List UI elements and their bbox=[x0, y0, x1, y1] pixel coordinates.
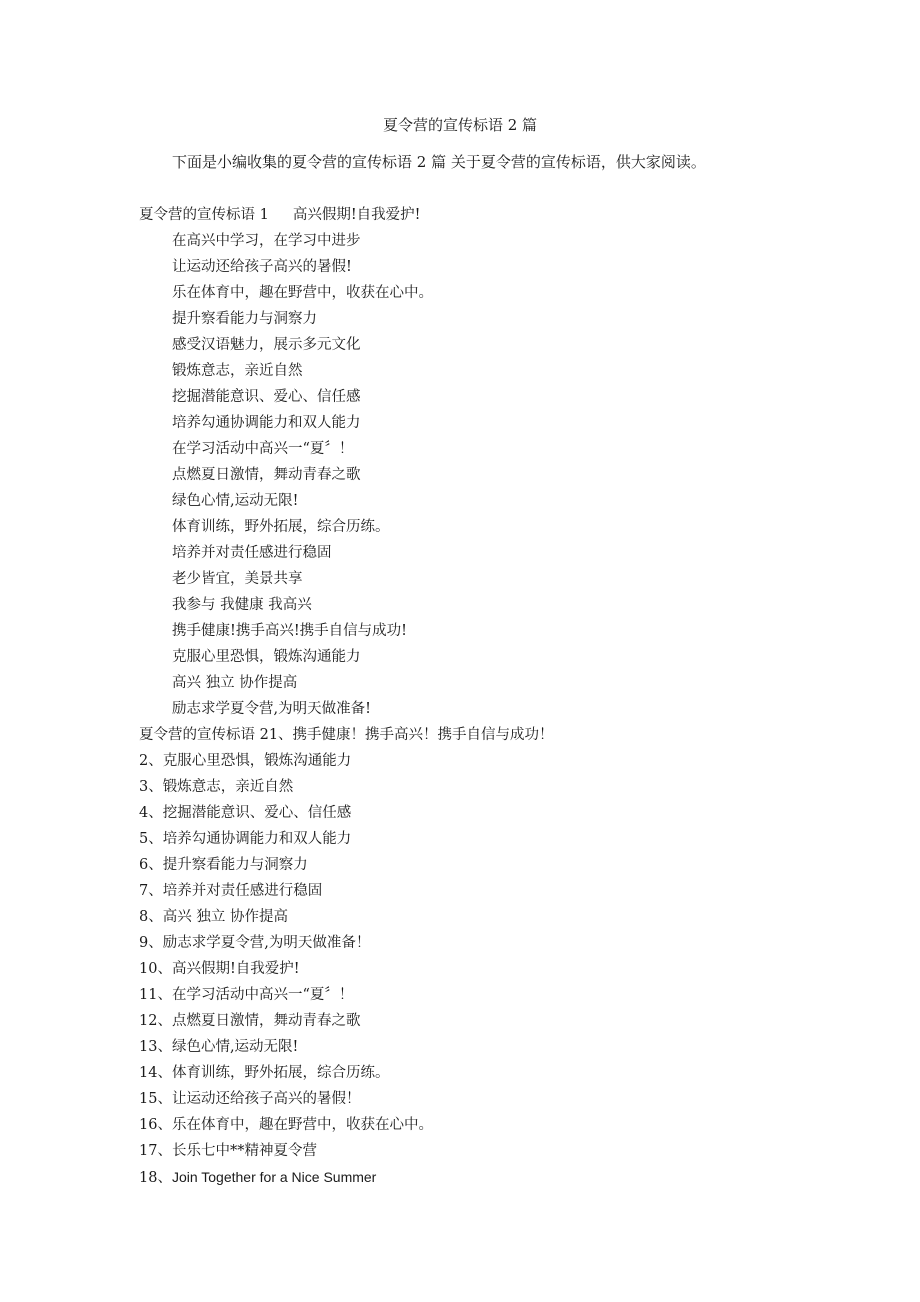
list-item: 挖掘潜能意识、爱心、信任感 bbox=[172, 389, 361, 405]
item-number: 2、 bbox=[139, 753, 163, 769]
list-item bbox=[139, 932, 433, 958]
item-text: 乐在体育中，趣在野营中，收获在心中。 bbox=[171, 1117, 433, 1133]
item-text: 长乐七中**精神夏令营 bbox=[171, 1143, 317, 1159]
list-item bbox=[139, 984, 433, 1010]
list-item: 携手健康!携手高兴!携手自信与成功! bbox=[172, 623, 407, 639]
intro-paragraph: 下面是小编收集的夏令营的宣传标语 2 篇 关于夏令营的宣传标语，供大家阅读。 bbox=[172, 153, 706, 171]
list-item: 体育训练，野外拓展，综合历练。 bbox=[172, 519, 390, 535]
item-number: 17、 bbox=[139, 1143, 172, 1159]
list-item bbox=[139, 906, 433, 932]
item-text: Join Together for a Nice Summer bbox=[171, 1169, 377, 1185]
list-item bbox=[139, 750, 433, 776]
item-number: 15、 bbox=[139, 1091, 172, 1107]
item-number: 14、 bbox=[139, 1065, 172, 1081]
item-number: 4、 bbox=[139, 805, 163, 821]
list-item: 老少皆宜，美景共享 bbox=[172, 571, 303, 587]
list-item bbox=[139, 1088, 433, 1114]
list-item bbox=[139, 802, 433, 828]
list-item: 绿色心情,运动无限! bbox=[172, 493, 299, 509]
item-text: 培养并对责任感进行稳固 bbox=[162, 883, 323, 899]
list-item: 在学习活动中高兴一“夏〞！ bbox=[172, 441, 354, 457]
item-text: 高兴 独立 协作提高 bbox=[162, 909, 288, 925]
item-number: 18、 bbox=[139, 1170, 172, 1186]
item-text: 励志求学夏令营,为明天做准备！ bbox=[162, 935, 371, 951]
list-item bbox=[139, 776, 433, 802]
list-item: 励志求学夏令营,为明天做准备! bbox=[172, 701, 371, 717]
list-item: 培养勾通协调能力和双人能力 bbox=[172, 415, 361, 431]
list-item bbox=[139, 854, 433, 880]
list-item bbox=[139, 958, 433, 984]
list-item: 提升察看能力与洞察力 bbox=[172, 311, 317, 327]
item-text: 培养勾通协调能力和双人能力 bbox=[162, 831, 352, 847]
item-number: 16、 bbox=[139, 1117, 172, 1133]
item-number: 9、 bbox=[139, 935, 163, 951]
item-number: 7、 bbox=[139, 883, 163, 899]
item-text: 锻炼意志，亲近自然 bbox=[162, 779, 294, 795]
list-item: 我参与 我健康 我高兴 bbox=[172, 597, 312, 613]
list-item bbox=[139, 1114, 433, 1140]
item-number: 6、 bbox=[139, 857, 163, 873]
list-item bbox=[139, 880, 433, 906]
list-item: 让运动还给孩子高兴的暑假! bbox=[172, 259, 352, 275]
list-item: 高兴 独立 协作提高 bbox=[172, 675, 298, 691]
list-item bbox=[139, 1010, 433, 1036]
section2-numbered-list bbox=[139, 750, 433, 1192]
item-text: 克服心里恐惧，锻炼沟通能力 bbox=[162, 753, 352, 769]
list-item bbox=[139, 828, 433, 854]
list-item bbox=[139, 1140, 433, 1166]
list-item bbox=[139, 1166, 433, 1192]
section2-heading: 夏令营的宣传标语 21、携手健康！携手高兴！携手自信与成功！ bbox=[139, 727, 554, 743]
document-title: 夏令营的宣传标语 2 篇 bbox=[382, 116, 538, 134]
list-item: 感受汉语魅力，展示多元文化 bbox=[172, 337, 361, 353]
item-number: 10、 bbox=[139, 961, 172, 977]
list-item: 在高兴中学习，在学习中进步 bbox=[172, 233, 361, 249]
list-item: 克服心里恐惧，锻炼沟通能力 bbox=[172, 649, 361, 665]
item-text: 绿色心情,运动无限! bbox=[171, 1039, 299, 1055]
item-text: 在学习活动中高兴一“夏〞！ bbox=[171, 987, 354, 1003]
list-item: 乐在体育中，趣在野营中，收获在心中。 bbox=[172, 285, 433, 301]
section1-slogan-list bbox=[172, 230, 433, 724]
list-item: 锻炼意志，亲近自然 bbox=[172, 363, 303, 379]
list-item bbox=[139, 1036, 433, 1062]
item-number: 11、 bbox=[139, 987, 172, 1003]
section1-header bbox=[139, 204, 421, 226]
list-item: 点燃夏日激情，舞动青春之歌 bbox=[172, 467, 361, 483]
item-text: 高兴假期!自我爱护! bbox=[171, 961, 300, 977]
item-text: 点燃夏日激情，舞动青春之歌 bbox=[171, 1013, 361, 1029]
section1-first-slogan: 高兴假期!自我爱护! bbox=[292, 207, 421, 223]
list-item bbox=[139, 1062, 433, 1088]
item-number: 13、 bbox=[139, 1039, 172, 1055]
list-item: 培养并对责任感进行稳固 bbox=[172, 545, 332, 561]
item-text: 让运动还给孩子高兴的暑假！ bbox=[171, 1091, 361, 1107]
section1-heading: 夏令营的宣传标语 1 bbox=[139, 207, 269, 223]
item-number: 8、 bbox=[139, 909, 163, 925]
item-text: 挖掘潜能意识、爱心、信任感 bbox=[162, 805, 352, 821]
item-number: 12、 bbox=[139, 1013, 172, 1029]
item-text: 体育训练，野外拓展，综合历练。 bbox=[171, 1065, 390, 1081]
item-number: 3、 bbox=[139, 779, 163, 795]
item-number: 5、 bbox=[139, 831, 163, 847]
item-text: 提升察看能力与洞察力 bbox=[162, 857, 308, 873]
